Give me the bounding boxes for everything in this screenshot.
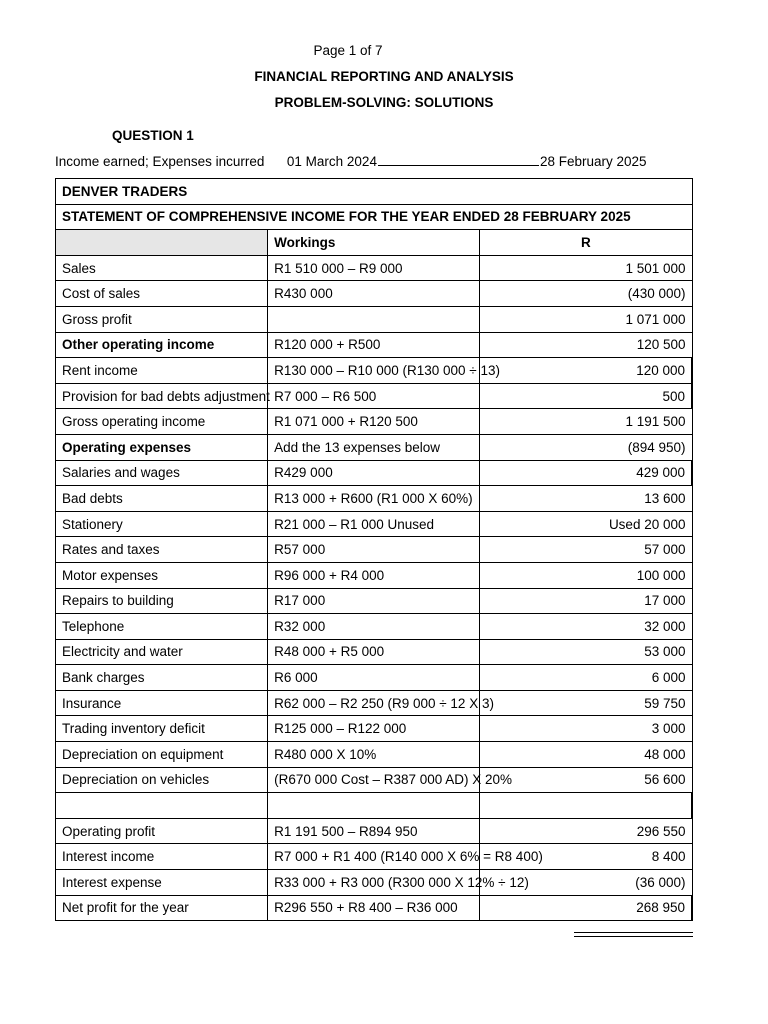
table-row — [56, 870, 693, 896]
amount-cell: (894 950) — [480, 434, 692, 460]
workings-cell: R6 000 — [268, 665, 480, 691]
amount-cell: 6 000 — [480, 665, 692, 691]
table-row — [56, 716, 693, 742]
workings-cell: R13 000 + R600 (R1 000 X 60%) — [268, 486, 480, 512]
amount-cell: 3 000 — [480, 716, 692, 742]
amount-cell: 1 501 000 — [480, 255, 692, 281]
period-line — [55, 153, 647, 169]
company-name: DENVER TRADERS — [56, 179, 693, 205]
line-item: Bad debts — [56, 486, 268, 512]
table-row — [56, 281, 693, 307]
column-header-row — [56, 230, 693, 256]
workings-cell: R17 000 — [268, 588, 480, 614]
line-item: Interest income — [56, 844, 268, 870]
line-item: Depreciation on vehicles — [56, 767, 268, 793]
table-row — [56, 818, 693, 844]
amount-cell: 53 000 — [480, 639, 692, 665]
amount-cell: (430 000) — [480, 281, 692, 307]
line-item: Gross profit — [56, 306, 268, 332]
amount-cell: Used 20 000 — [480, 511, 692, 537]
income-statement-table — [55, 178, 693, 921]
amount-cell: 48 000 — [480, 742, 692, 768]
line-item: Electricity and water — [56, 639, 268, 665]
table-row — [56, 383, 693, 409]
table-row — [56, 793, 693, 819]
line-item: Rates and taxes — [56, 537, 268, 563]
amount-cell: 13 600 — [480, 486, 692, 512]
line-item: Trading inventory deficit — [56, 716, 268, 742]
workings-cell: R125 000 – R122 000 — [268, 716, 480, 742]
header-amount: R — [480, 230, 692, 256]
table-row — [56, 486, 693, 512]
period-underline — [378, 153, 539, 166]
line-item: Cost of sales — [56, 281, 268, 307]
line-item: Interest expense — [56, 870, 268, 896]
amount-cell: 59 750 — [480, 690, 692, 716]
workings-cell — [268, 306, 480, 332]
workings-cell: R7 000 – R6 500 — [268, 383, 480, 409]
workings-cell: R130 000 – R10 000 (R130 000 ÷ 13) — [268, 358, 480, 384]
statement-heading: STATEMENT OF COMPREHENSIVE INCOME FOR THE YEAR ENDED 28 FEBRUARY 2025 — [56, 204, 693, 230]
line-item: Salaries and wages — [56, 460, 268, 486]
line-item: Insurance — [56, 690, 268, 716]
line-item: Motor expenses — [56, 562, 268, 588]
workings-cell: R21 000 – R1 000 Unused — [268, 511, 480, 537]
workings-cell — [268, 793, 480, 819]
line-item: Operating profit — [56, 818, 268, 844]
table-row — [56, 895, 693, 921]
table-row — [56, 306, 693, 332]
amount-cell — [480, 793, 692, 819]
table-row — [56, 690, 693, 716]
line-item: Depreciation on equipment — [56, 742, 268, 768]
heading-row — [56, 204, 693, 230]
amount-cell: 100 000 — [480, 562, 692, 588]
workings-cell: R430 000 — [268, 281, 480, 307]
workings-cell: Add the 13 expenses below — [268, 434, 480, 460]
amount-cell: 1 191 500 — [480, 409, 692, 435]
line-item: Provision for bad debts adjustment — [56, 383, 268, 409]
line-item: Operating expenses — [56, 434, 268, 460]
table-row — [56, 537, 693, 563]
workings-cell: R429 000 — [268, 460, 480, 486]
table-row — [56, 614, 693, 640]
line-item: Other operating income — [56, 332, 268, 358]
table-row — [56, 588, 693, 614]
period-label: Income earned; Expenses incurred — [55, 154, 265, 169]
amount-cell: 57 000 — [480, 537, 692, 563]
amount-cell: 268 950 — [480, 895, 692, 921]
period-start: 01 March 2024 — [286, 154, 377, 169]
table-row — [56, 562, 693, 588]
workings-cell: R62 000 – R2 250 (R9 000 ÷ 12 X 3) — [268, 690, 480, 716]
line-item: Bank charges — [56, 665, 268, 691]
document-title: FINANCIAL REPORTING AND ANALYSIS — [254, 69, 514, 84]
amount-cell: 500 — [480, 383, 692, 409]
line-item: Rent income — [56, 358, 268, 384]
table-row — [56, 460, 693, 486]
workings-cell: R296 550 + R8 400 – R36 000 — [268, 895, 480, 921]
workings-cell: R32 000 — [268, 614, 480, 640]
table-row — [56, 767, 693, 793]
amount-cell: 32 000 — [480, 614, 692, 640]
line-item: Stationery — [56, 511, 268, 537]
amount-cell: 56 600 — [480, 767, 692, 793]
table-row — [56, 511, 693, 537]
amount-cell: 8 400 — [480, 844, 692, 870]
question-heading: QUESTION 1 — [112, 128, 194, 143]
workings-cell: (R670 000 Cost – R387 000 AD) X 20% — [268, 767, 480, 793]
table-row — [56, 409, 693, 435]
workings-cell: R96 000 + R4 000 — [268, 562, 480, 588]
amount-cell: 1 071 000 — [480, 306, 692, 332]
table-row — [56, 358, 693, 384]
workings-cell: R480 000 X 10% — [268, 742, 480, 768]
header-blank-cell — [56, 230, 268, 256]
table-row — [56, 434, 693, 460]
table-row — [56, 742, 693, 768]
net-profit-double-underline — [574, 932, 693, 937]
line-item: Sales — [56, 255, 268, 281]
company-row — [56, 179, 693, 205]
period-end: 28 February 2025 — [539, 154, 647, 169]
line-item: Repairs to building — [56, 588, 268, 614]
header-workings: Workings — [268, 230, 480, 256]
page-number: Page 1 of 7 — [313, 43, 383, 58]
table-row — [56, 639, 693, 665]
workings-cell: R1 071 000 + R120 500 — [268, 409, 480, 435]
amount-cell: 17 000 — [480, 588, 692, 614]
line-item — [56, 793, 268, 819]
amount-cell: 120 000 — [480, 358, 692, 384]
workings-cell: R57 000 — [268, 537, 480, 563]
amount-cell: 296 550 — [480, 818, 692, 844]
amount-cell: 429 000 — [480, 460, 692, 486]
table-row — [56, 844, 693, 870]
amount-cell: 120 500 — [480, 332, 692, 358]
workings-cell: R33 000 + R3 000 (R300 000 X 12% ÷ 12) — [268, 870, 480, 896]
table-row — [56, 332, 693, 358]
workings-cell: R48 000 + R5 000 — [268, 639, 480, 665]
line-item: Telephone — [56, 614, 268, 640]
workings-cell: R7 000 + R1 400 (R140 000 X 6% = R8 400) — [268, 844, 480, 870]
amount-cell: (36 000) — [480, 870, 692, 896]
workings-cell: R1 191 500 – R894 950 — [268, 818, 480, 844]
workings-cell: R1 510 000 – R9 000 — [268, 255, 480, 281]
document-subtitle: PROBLEM-SOLVING: SOLUTIONS — [274, 95, 494, 110]
table-row — [56, 665, 693, 691]
line-item: Net profit for the year — [56, 895, 268, 921]
line-item: Gross operating income — [56, 409, 268, 435]
workings-cell: R120 000 + R500 — [268, 332, 480, 358]
table-row — [56, 255, 693, 281]
